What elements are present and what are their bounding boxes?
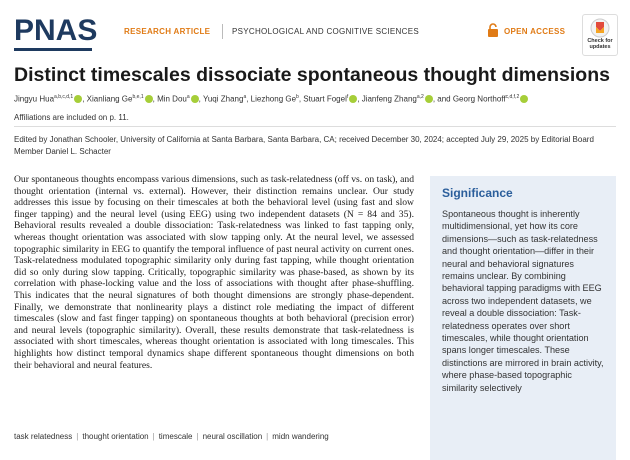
orcid-icon[interactable]: [145, 95, 153, 103]
keyword[interactable]: timescale: [158, 432, 193, 441]
keyword[interactable]: thought orientation: [82, 432, 149, 441]
orcid-icon[interactable]: [346, 94, 357, 103]
keyword-separator: |: [196, 432, 199, 441]
affiliations-note: Affiliations are included on p. 11.: [14, 113, 129, 122]
author-name[interactable]: Yuqi Zhang: [202, 94, 244, 104]
significance-box: [430, 176, 616, 460]
orcid-icon[interactable]: [191, 95, 199, 103]
author-name[interactable]: Liezhong Ge: [250, 94, 297, 104]
logo-underline: [14, 48, 92, 51]
abstract: Our spontaneous thoughts encompass various dimensions, such as task-relatedness (off vs. on task), and thought orientation (internal vs. external). However, their distinction remains unclear. Our study addresses this issue by focusing on their timescales at both the behavioral level (using fast and slow finger tapping) and the neural level (using EEG) using two independent datasets (N = 84 and 35). Behavioral results revealed a double dissociation: Task-relatedness was linked to fast tapping only, whereas thought orientation was associated with slow tapping only. At the neural level, we assessed topographic similarity in EEG to quantify the temporal influence of past neural activity on current ones. Task-relatedness modulated topographic similarity only during fast tapping, while thought orientation did so only during slow tapping. Critically, topographic similarity was phase-based, as shown by its correlation with phase-locking value and the loss of associations with thought after phase-shuffling. This indicates that the neural signatures of both thought dimensions are strongly phase-dependent. Finally, we demonstrate that nonlinearity plays a distinct role mediating the impact of different timescales (slow and fast finger tapping) on spontaneous thoughts at both behavioral (precision error) and neural levels (topographic similarity). Overall, these results demonstrate that task-relatedness is associated with short timescales, whereas thought orientation is associated with long timescales. This highlights how distinct temporal dynamics shape different spontaneous thought dimensions on both their behavioral and neural features.: [14, 174, 414, 371]
divider: [14, 126, 616, 127]
keyword-list: [14, 432, 329, 441]
significance-title: Significance: [442, 186, 513, 200]
article-title: Distinct timescales dissociate spontaneous thought dimensions: [14, 64, 610, 86]
keyword-separator: |: [266, 432, 269, 441]
author-name[interactable]: Xianliang Ge: [86, 94, 133, 104]
updates-line2: updates: [589, 44, 611, 50]
keyword[interactable]: neural oscillation: [202, 432, 263, 441]
author-name[interactable]: Jianfeng Zhang: [361, 94, 417, 104]
keyword-separator: |: [76, 432, 79, 441]
author-affiliation-marks: c,d,f,2: [505, 94, 520, 100]
open-lock-icon: [487, 23, 499, 37]
check-for-updates-button[interactable]: [582, 14, 618, 56]
author-affiliation-marks: a: [186, 94, 190, 100]
orcid-icon[interactable]: [520, 95, 528, 103]
significance-text: Spontaneous thought is inherently multidimensional, yet how its core dimensions—such as task-relatedness and thought orientation—differ in their neural and behavioral signatures remains unclear. By combining behavioral tapping paradigms with EEG across two independent datasets, we reveal a double dissociation: Task-relatedness operates over short timescales, while thought orientation spans longer timescales. These distinctions are mirrored in brain activity, where phase-based topographic similarity selectively: [442, 209, 604, 393]
author-affiliation-marks: a: [243, 94, 247, 100]
author-affiliation-marks: b: [296, 94, 299, 100]
keyword[interactable]: midn wandering: [272, 432, 329, 441]
author-affiliation-marks: a,2: [416, 94, 424, 100]
updates-line1: Check for: [587, 38, 613, 44]
open-access-label: OPEN ACCESS: [504, 27, 566, 36]
updates-icon: [590, 18, 610, 38]
header: [14, 14, 616, 54]
orcid-icon[interactable]: [425, 95, 433, 103]
keyword[interactable]: task relatedness: [14, 432, 73, 441]
editorial-info: Edited by Jonathan Schooler, University of California at Santa Barbara, Santa Barbara, CA; received December 30, 2024; accepted July 29, 2025 by Editorial Board Member Daniel L. Schacter: [14, 135, 594, 156]
author-name[interactable]: Stuart Fogel: [303, 94, 347, 104]
author-affiliation-marks: f: [346, 94, 349, 100]
section-label[interactable]: PSYCHOLOGICAL AND COGNITIVE SCIENCES: [232, 27, 419, 36]
author-affiliation-marks: a,b,c,d,1: [54, 94, 74, 100]
author-name[interactable]: Jingyu Hua: [14, 94, 55, 104]
author-affiliation-marks: b,e,1: [132, 94, 144, 100]
orcid-icon[interactable]: [74, 95, 82, 103]
header-divider: [222, 24, 223, 39]
author-name[interactable]: Min Dou: [157, 94, 187, 104]
keyword-separator: |: [152, 432, 155, 441]
pnas-logo[interactable]: PNAS: [14, 14, 98, 47]
author-list: Jingyu Hua$^{a,b,c,d,1}$ , Xianliang Ge$^{b,e,1}$ , Min Dou$^a$ , Yuqi Zhang$^a$, Liezhong Ge$^b$, Stuart Fogel$^f$ , Jianfeng Zhang$^{a,2}$ , and Georg Northoff$^{c,d,f,2}$: [14, 94, 528, 104]
author-name[interactable]: and Georg Northoff: [437, 94, 506, 104]
article-type-label: RESEARCH ARTICLE: [124, 27, 211, 36]
